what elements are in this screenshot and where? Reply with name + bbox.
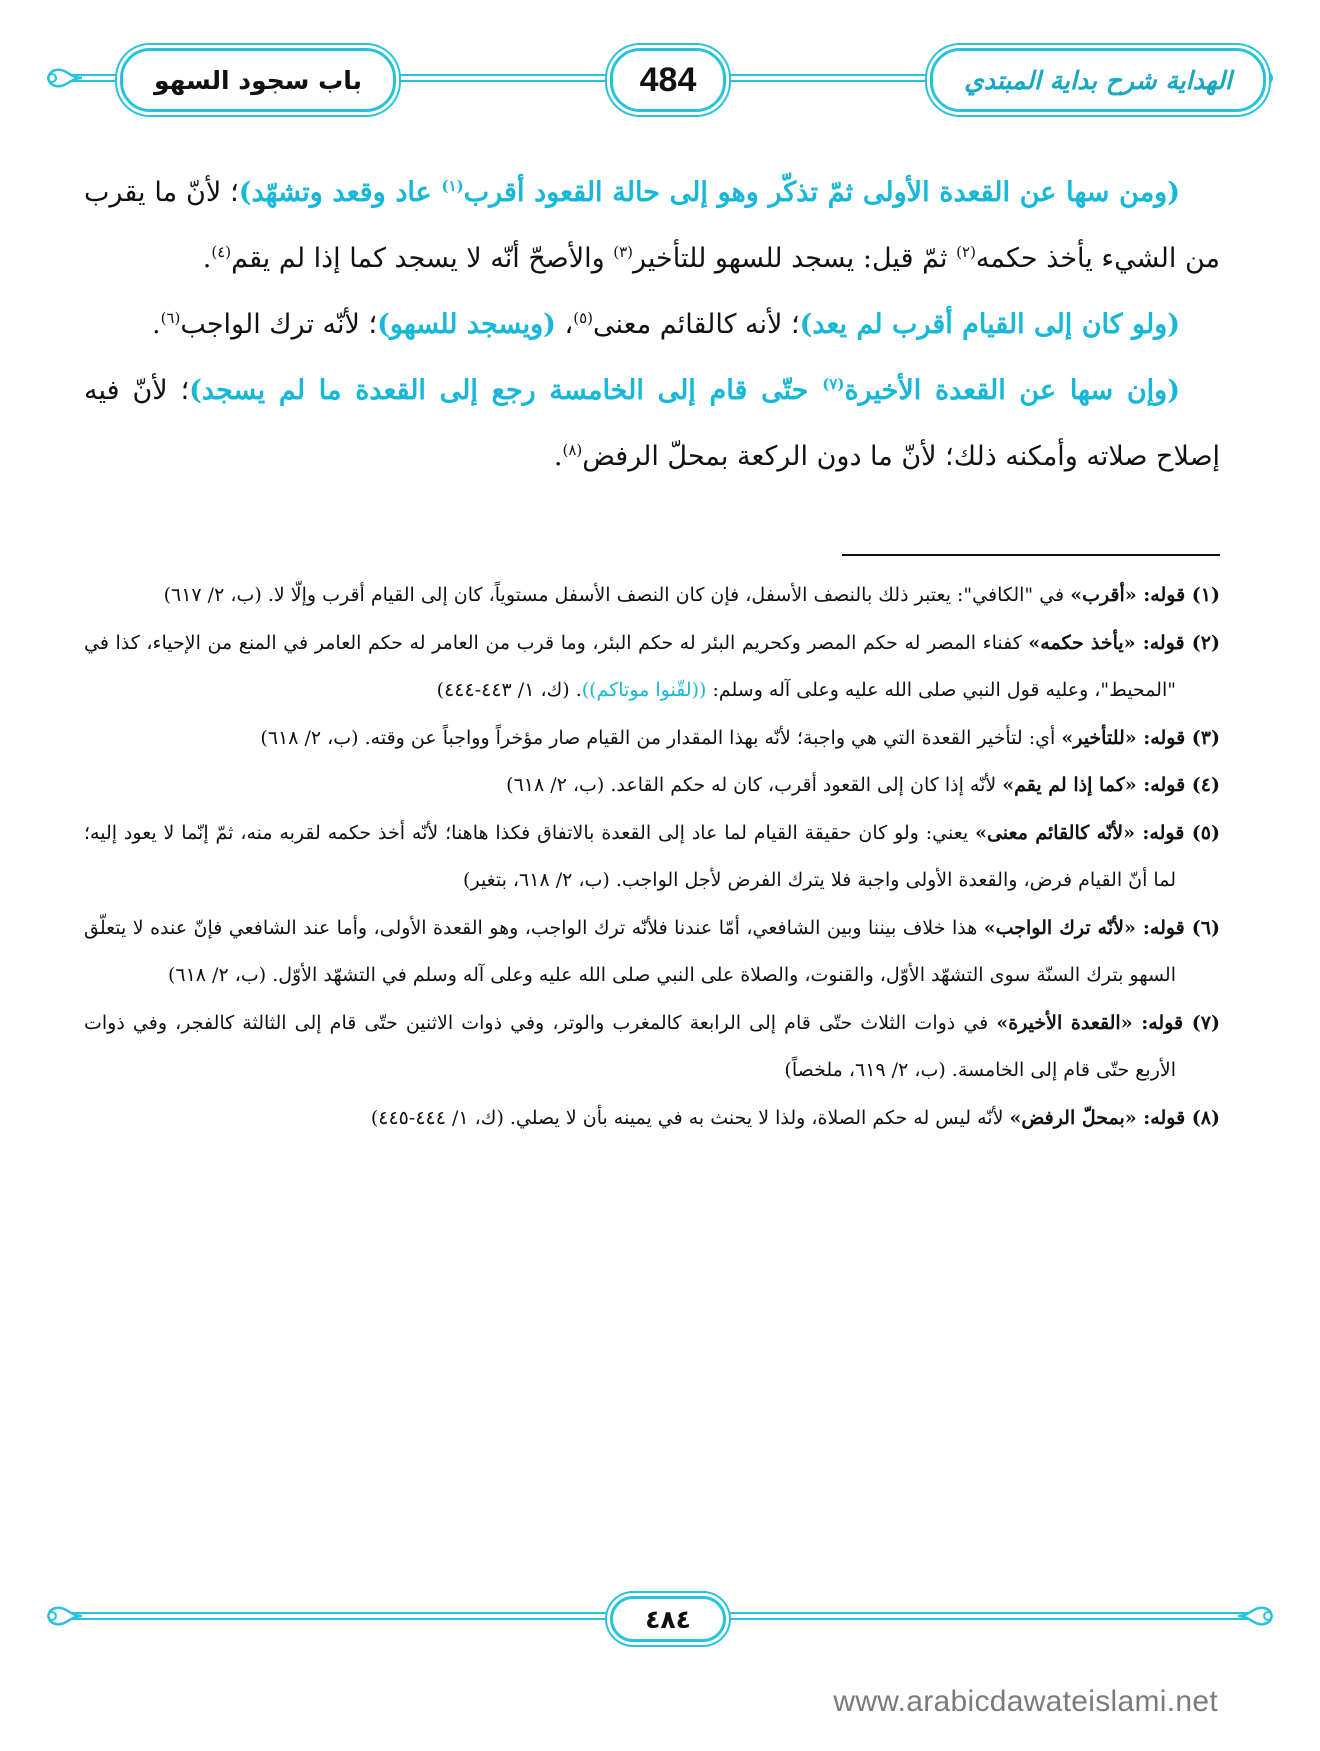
main-text [84,160,1220,490]
footnote-ref[interactable]: (٤) [211,243,232,261]
footnote-ref[interactable]: (٥) [573,309,594,327]
matn-text: حتّى قام إلى الخامسة رجع إلى القعدة ما لم يسجد) [189,375,823,406]
footnote [84,905,1220,1000]
footnote [84,1000,1220,1095]
footnote-ref[interactable]: (٢) [956,243,976,261]
sharh-text: ثمّ قيل: يسجد للسهو للتأخير [633,243,957,274]
footnote-text: أي: لتأخير القعدة التي هي واجبة؛ لأنّه بهذا المقدار من القيام صار مؤخراً وواجباً عن وقته. (ب، ٢/ ٦١٨) [260,726,1062,749]
footnote-number: (٣) [1185,726,1220,749]
footer-page-number: ٤٨٤ [610,1596,726,1642]
footnote-number: (٢) [1184,631,1220,654]
footnote-ref[interactable]: (٦) [160,309,181,327]
footnote [84,572,1220,620]
footnote-keyword: قوله: «لأنّه ترك الواجب» [983,916,1185,939]
footnote-text: لأنّه إذا كان إلى القعود أقرب، كان له حكم القاعد. (ب، ٢/ ٦١٨) [506,774,1003,796]
page-header [40,40,1280,116]
footnote [84,620,1220,715]
footnote-text: في "الكافي": يعتبر ذلك بالنصف الأسفل، فإن كان النصف الأسفل مستوياً، كان إلى القيام أقرب وإلّا لا. (ب، ٢/ ٦١٧) [163,584,1071,606]
page-footer [40,1592,1280,1642]
footnote-keyword: قوله: «بمحلّ الرفض» [1009,1106,1186,1129]
footnote-number: (١) [1185,584,1220,606]
footnote [84,762,1220,810]
footnote [84,810,1220,905]
footnote [84,715,1220,763]
footnote-separator [842,554,1220,556]
footnote-keyword: قوله: «أقرب» [1070,584,1186,606]
footnote [84,1095,1220,1143]
matn-text: (وإن سها عن القعدة الأخيرة [844,375,1180,406]
sharh-text: ؛ لأنّ فيه إصلاح صلاته وأمكنه ذلك؛ لأنّ ما دون الركعة بمحلّ الرفض [84,375,1220,472]
footnote-text: يعني: ولو كان حقيقة القيام لما عاد إلى القعدة بالاتفاق فكذا هاهنا؛ لأنّه أخذ حكمه لقربه منه، ثمّ إنّما لا يعود إليه؛ لما أنّ القيام فرض، والقعدة الأولى واجبة فلا يترك الفرض لأجل الواجب. (ب، ٢/ ٦١٨، بتغير) [84,821,1176,891]
scroll-ornament-icon [40,1602,84,1630]
footnote-keyword: قوله: «يأخذ حكمه» [1028,631,1185,654]
matn-text: (ويسجد للسهو) [377,309,556,340]
footnote-ref[interactable]: (٣) [613,243,634,261]
footnote-keyword: قوله: «كما إذا لم يقم» [1002,774,1186,796]
footnote-keyword: قوله: «لأنّه كالقائم معنى» [975,821,1185,844]
book-title: الهداية شرح بداية المبتدي [930,48,1266,112]
sharh-text: ؛ لأنّ ما يقرب من الشيء يأخذ حكمه [84,177,1220,274]
footnote-citation: . (ك، ١/ ٤٤٣-٤٤٤) [436,679,582,701]
footnote-ref[interactable]: (٧) [822,375,845,393]
footnote-keyword: قوله: «القعدة الأخيرة» [996,1011,1184,1034]
sharh-text: ؛ لأنه كالقائم معنى [593,309,800,340]
chapter-title: باب سجود السهو [120,48,396,112]
footnote-text: هذا خلاف بيننا وبين الشافعي، أمّا عندنا فلأنّه ترك الواجب، وهو القعدة الأولى، وأما عند الشافعي فإنّ عنده لا يتعلّق السهو بترك السنّة سوى التشهّد الأوّل، والقنوت، والصلاة على النبي صلى الله عليه وعلى آله وسلم في التشهّد الأوّل. (ب، ٢/ ٦١٨) [84,916,1176,986]
footnote-number: (٦) [1184,916,1221,939]
paragraph [84,358,1220,490]
sharh-text: ؛ لأنّه ترك الواجب [180,309,378,340]
footnote-number: (٤) [1185,774,1220,796]
sharh-text: . [202,243,212,274]
footnote-text: لأنّه ليس له حكم الصلاة، ولذا لا يحنث به في يمينه بأن لا يصلي. (ك، ١/ ٤٤٤-٤٤٥) [370,1106,1010,1129]
footnote-number: (٨) [1185,1106,1220,1129]
footnote-ref[interactable]: (١) [441,177,464,195]
sharh-text: والأصحّ أنّه لا يسجد كما إذا لم يقم [231,243,614,274]
footnote-text: كفناء المصر له حكم المصر وكحريم البئر له حكم البئر، وما قرب من العامر له حكم العامر في المنع من الإحياء، كذا في "المحيط"، وعليه قول النبي صلى الله عليه وعلى آله وسلم: [84,631,1176,701]
sharh-text: . [151,309,161,340]
matn-text: (ومن سها عن القعدة الأولى ثمّ تذكّر وهو إلى حالة القعود أقرب [463,177,1180,208]
website-link[interactable]: www.arabicdawateislami.net [833,1685,1218,1718]
matn-text: عاد وقعد وتشهّد) [238,177,442,208]
footnote-ref[interactable]: (٨) [562,441,583,459]
scroll-ornament-icon [1236,1602,1280,1630]
scroll-ornament-icon [40,64,84,92]
footnotes [84,572,1220,1142]
sharh-text: . [553,441,563,472]
paragraph [84,160,1220,292]
page-number: 484 [610,48,726,112]
footnote-keyword: قوله: «للتأخير» [1061,726,1186,749]
footnote-number: (٥) [1184,821,1220,844]
footnote-text: في ذوات الثلاث حتّى قام إلى الرابعة كالمغرب والوتر، وفي ذوات الاثنين حتّى قام إلى الثالثة كالفجر، وفي ذوات الأربع حتّى قام إلى الخامسة. (ب، ٢/ ٦١٩، ملخصاً) [84,1011,1176,1081]
footnote-number: (٧) [1183,1011,1221,1034]
paragraph [84,292,1220,358]
sharh-text: ، [555,309,574,340]
hadith-quote: ((لقّنوا موتاكم)) [581,679,707,701]
matn-text: (ولو كان إلى القيام أقرب لم يعد) [799,309,1180,340]
